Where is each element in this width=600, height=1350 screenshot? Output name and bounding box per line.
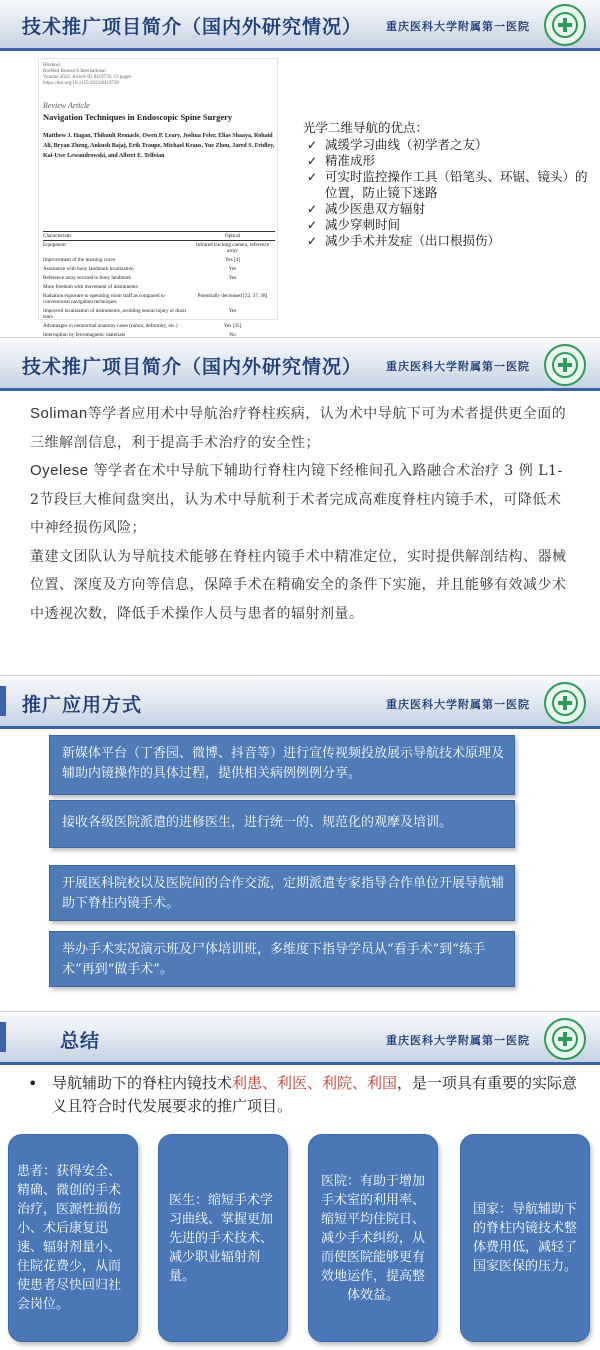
research-paragraph [30, 400, 570, 457]
promotion-method-box: 接收各级医院派遣的进修医生，进行统一的、规范化的观摩及培训。 [49, 800, 515, 848]
table-header-row [43, 231, 275, 241]
check-icon: ✓ [307, 154, 318, 168]
summary-highlight: 利患、利医、利院、利国 [232, 1074, 398, 1092]
summary-text: ，是一项具有重要的实际意义且符合时代发展要求的推广项目。 [52, 1074, 578, 1115]
header-accent-line [0, 388, 600, 391]
check-icon: ✓ [307, 138, 318, 152]
benefit-text: 医生：缩短手术学习曲线、掌握更加先进的手术技术、减少职业辐射剂量。 [169, 1192, 274, 1284]
paragraph-text: 等学者应用术中导航治疗脊柱疾病，认为术中导航下可为术者提供更全面的三维解剖信息，利于提高手术治疗的安全性； [30, 406, 567, 451]
table-cell: Improvement of the learning curve [43, 257, 116, 263]
benefit-text: 国家：导航辅助下的脊柱内镜技术整体费用低，减轻了国家医保的压力。 [472, 1202, 577, 1274]
advantage-text: 减少穿刺时间 [325, 217, 401, 232]
check-icon: ✓ [307, 170, 318, 184]
paragraph-text: 等学者在术中导航下辅助行脊柱内镜下经椎间孔入路融合术治疗 3 例 L1-2节段巨大椎间盘突出，认为术中导航利于术者完成高难度脊柱内镜手术，可降低术中神经损伤风险； [30, 463, 563, 536]
hospital-name: 重庆医科大学附属第一医院 [386, 360, 530, 373]
slide-header [0, 1014, 600, 1062]
advantages-list [303, 120, 593, 249]
paper-meta-line: Volume 2022, Article ID 8419739, 13 pages [43, 75, 132, 80]
research-paragraph [30, 457, 570, 543]
hospital-name: 重庆医科大学附属第一医院 [386, 1034, 530, 1047]
advantage-text: 精准成形 [325, 153, 376, 168]
advantage-text: 减少医患双方辐射 [325, 201, 426, 216]
researcher-name: Soliman [30, 405, 88, 422]
table-cell: No [229, 332, 236, 338]
table-row [43, 283, 275, 292]
benefit-text: 患者：获得安全、精确、微创的手术治疗，医源性损伤小、术后康复迅速、辐射剂量小、住院花费少，从而使患者尽快回归社会岗位。 [17, 1164, 122, 1312]
list-item [303, 233, 593, 249]
list-item [303, 137, 593, 153]
header-accent-line [0, 48, 600, 51]
slide-title: 总结 [60, 1030, 101, 1052]
table-cell: Reference array secured to bony landmark [43, 275, 132, 281]
advantage-text: 减缓学习曲线（初学者之友） [325, 137, 488, 152]
slide-header [0, 340, 600, 388]
table-row [43, 265, 275, 274]
table-row [43, 256, 275, 265]
table-cell: Yes [228, 308, 237, 314]
promotion-method-box: 开展医科院校以及医院间的合作交流，定期派遣专家指导合作单位开展导航辅助下脊柱内镜手术。 [49, 865, 515, 921]
table-cell: Advantages in nonnormal anatomy cases (tumor, deformity, etc.) [43, 323, 178, 329]
table-row [43, 241, 275, 256]
paper-meta [43, 63, 243, 87]
paper-meta-line: BioMed Research International [43, 69, 106, 74]
table-cell [190, 284, 275, 290]
list-item [303, 201, 593, 217]
list-item [303, 217, 593, 233]
list-item [303, 169, 593, 201]
article-type: Review Article [43, 101, 90, 110]
table-cell: Yes [4] [225, 257, 240, 263]
slide-3 [0, 678, 600, 1012]
slide-2 [0, 340, 600, 676]
promotion-method-box: 新媒体平台（丁香园、微博、抖音等）进行宣传视频投放展示导航技术原理及辅助内镜操作的具体过程，提供相关病例例例分享。 [49, 735, 515, 795]
title-accent-bar [0, 1022, 6, 1052]
summary-statement [28, 1072, 588, 1118]
slide-1 [0, 0, 600, 338]
title-accent-bar [0, 686, 6, 716]
slide-title: 技术推广项目简介（国内外研究情况） [22, 16, 363, 38]
table-cell: Assistance with bony landmark localization [43, 266, 134, 272]
hospital-logo-icon [544, 682, 586, 724]
benefit-card-patient [8, 1134, 138, 1342]
table-header-cell: Characteristic [43, 233, 72, 239]
paper-title: Navigation Techniques in Endoscopic Spine Surgery [43, 112, 233, 122]
benefit-text: 医院：有助于增加手术室的利用率、缩短平均住院日、减少手术纠纷，从而使医院能够更有效地运作，提高整体效益。 [320, 1173, 425, 1303]
hospital-logo-icon [544, 1018, 586, 1060]
header-accent-line [0, 726, 600, 729]
table-row [43, 307, 275, 322]
slide-title: 技术推广项目简介（国内外研究情况） [22, 356, 363, 378]
table-row [43, 331, 275, 340]
check-icon: ✓ [307, 218, 318, 232]
hospital-logo-icon [544, 344, 586, 386]
table-cell: Yes [228, 275, 237, 281]
bullet-icon: • [28, 1074, 38, 1093]
summary-text: 导航辅助下的脊柱内镜技术 [52, 1074, 233, 1092]
table-cell: Yes [35] [223, 323, 242, 329]
advantages-heading: 光学二维导航的优点： [303, 120, 429, 135]
table-row [43, 292, 275, 307]
paper-table [43, 231, 275, 351]
benefit-card-nation [460, 1134, 590, 1342]
table-cell: Infrared tracking camera, reference array [195, 242, 270, 254]
advantage-text: 可实时监控操作工具（铅笔头、环锯、镜头）的位置，防止镜下迷路 [325, 169, 588, 200]
paper-authors: Matthew J. Hagan, Thibault Remacle, Owen P. Leary, Joshua Feler, Elias Shaaya, Rohaid Ali, Bryan Zheng, Ankush Bajaj, Erik Traupe, Michael Kraus, Yue Zhou, Jared S. Fridley, Kai-Uwe Lewandrowski, and Albert E. Telfeian [43, 133, 275, 159]
benefit-card-hospital [308, 1134, 438, 1342]
table-cell: Radiation exposure to operating room staff as compared to conventional navigation techniques [43, 293, 165, 305]
check-icon: ✓ [307, 202, 318, 216]
paper-meta-line: Hindawi [43, 63, 61, 68]
research-paragraph: 董建文团队认为导航技术能够在脊柱内镜手术中精准定位，实时提供解剖结构、器械位置、深度及方向等信息，保障手术在精确安全的条件下实施，并且能够有效减少术中透视次数，降低手术操作人员与患者的辐射剂量。 [30, 548, 567, 622]
table-cell: Yes [228, 266, 237, 272]
paper-excerpt [38, 58, 278, 338]
header-accent-line [0, 1062, 600, 1065]
check-icon: ✓ [307, 234, 318, 248]
hospital-logo-icon [544, 4, 586, 46]
table-cell: Equipment [43, 242, 66, 248]
benefit-card-doctor [158, 1134, 288, 1342]
promotion-method-box: 举办手术实况演示班及尸体培训班，多维度下指导学员从“看手术”到“练手术”再到“做手术”。 [49, 931, 515, 987]
hospital-name: 重庆医科大学附属第一医院 [386, 698, 530, 711]
table-cell: Improved localization of instruments, avoiding neural injury or dural tears [43, 308, 187, 320]
slide-4 [0, 1014, 600, 1350]
list-item [303, 153, 593, 169]
researcher-name: Oyelese [30, 462, 89, 479]
table-cell: Potentially decreased [22, 37, 38] [197, 293, 268, 299]
paper-meta-line: https://doi.org/10.1155/2022/8419739 [43, 81, 119, 86]
slide-header [0, 0, 600, 48]
research-summary [30, 400, 570, 628]
table-row [43, 274, 275, 283]
table-cell: Interruption by ferromagnetic materials [43, 332, 125, 338]
advantage-text: 减少手术并发症（出口根损伤） [325, 233, 501, 248]
hospital-name: 重庆医科大学附属第一医院 [386, 20, 530, 33]
table-cell: More freedom with movement of instruments [43, 284, 138, 290]
slide-title: 推广应用方式 [22, 694, 143, 716]
table-row [43, 322, 275, 331]
table-header-cell: Optical [224, 233, 241, 239]
slide-header [0, 678, 600, 726]
